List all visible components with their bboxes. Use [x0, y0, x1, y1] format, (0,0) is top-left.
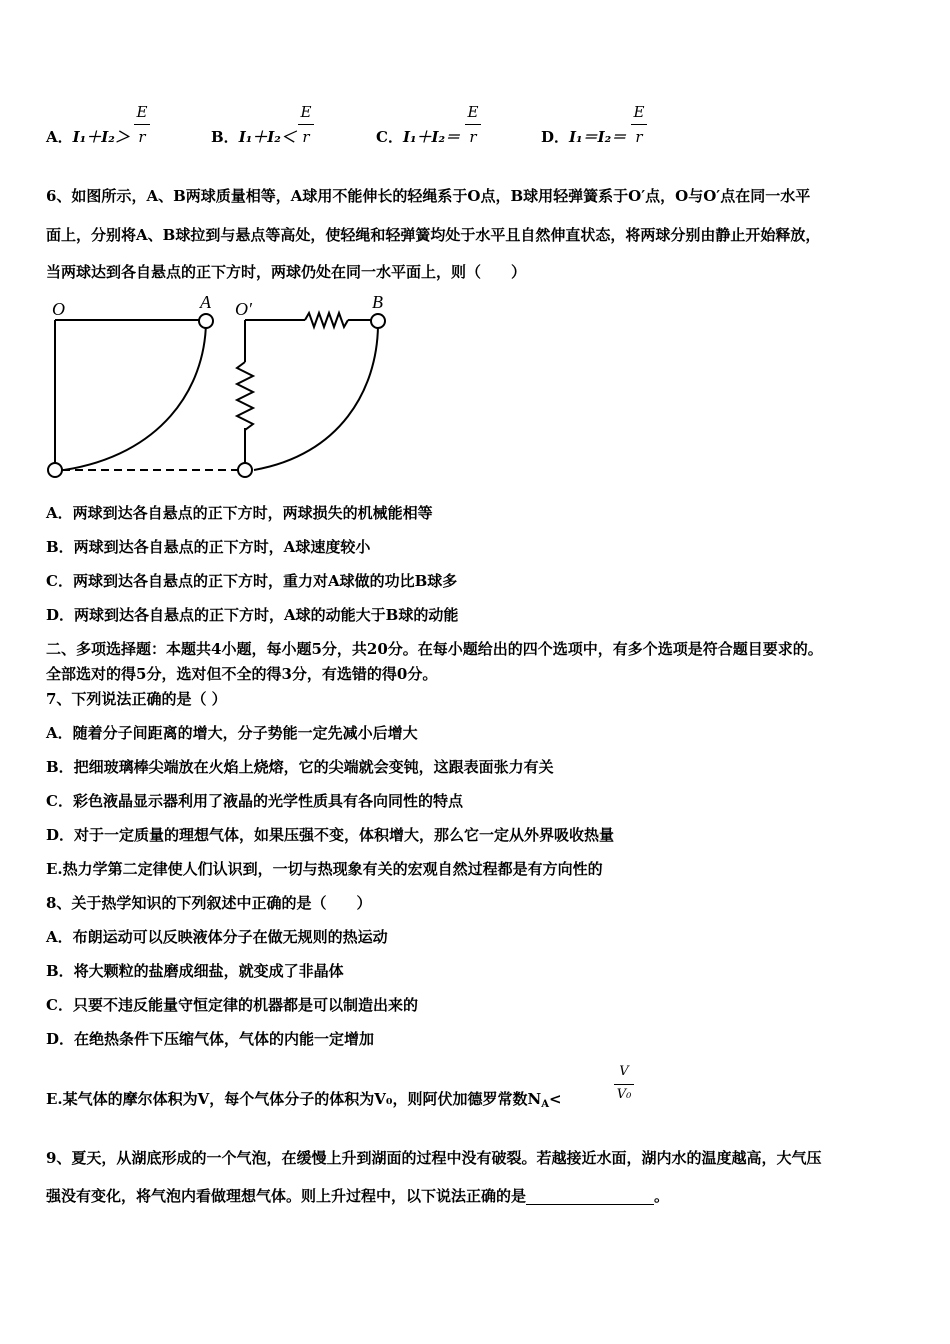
q6-option-b: B．两球到达各自悬点的正下方时，A球速度较小 — [46, 538, 371, 556]
fraction-denominator: r — [469, 128, 477, 146]
q9-stem-line2 — [46, 1186, 669, 1206]
q6-figure — [40, 290, 400, 485]
label-a: A — [200, 292, 211, 312]
q6-stem-line2: 面上，分别将A、B球拉到与悬点等高处，使轻绳和轻弹簧均处于水平且自然伸直状态，将两球分别由静止开始释放， — [46, 226, 821, 244]
section2-line2: 全部选对的得5分，选对但不全的得3分，有选错的得0分。 — [46, 665, 438, 683]
q7-option-d: D．对于一定质量的理想气体，如果压强不变，体积增大，那么它一定从外界吸收热量 — [46, 826, 615, 844]
q6-option-d: D．两球到达各自悬点的正下方时，A球的动能大于B球的动能 — [46, 606, 459, 624]
q5-option-d — [541, 127, 626, 147]
option-expression: I₁＝I₂＝ — [569, 128, 627, 146]
q5-option-a — [46, 127, 130, 147]
q6-stem-line1: 6、如图所示，A、B两球质量相等，A球用不能伸长的轻绳系于O点，B球用轻弹簧系于O′点，O与O′点在同一水平 — [46, 187, 811, 205]
option-expression: I₁＋I₂＞ — [72, 128, 130, 146]
fraction-numerator: E — [136, 103, 148, 121]
q7-option-a: A．随着分子间距离的增大，分子势能一定先减小后增大 — [46, 724, 418, 742]
spring-vertical-coil — [237, 362, 253, 430]
option-label: A． — [46, 128, 73, 146]
ball-b-trajectory — [254, 326, 378, 470]
ball-b-bottom — [238, 463, 252, 477]
label-b: B — [372, 292, 383, 312]
fraction-bar — [134, 124, 150, 125]
q7-stem: 7、下列说法正确的是（ ） — [46, 690, 227, 708]
option-expression: I₁＋I₂＝ — [402, 128, 461, 146]
fraction-bar — [465, 124, 481, 125]
q5-option-c — [376, 127, 460, 147]
q6-stem-line3: 当两球达到各自悬点的正下方时，两球仍处在同一水平面上，则（ ） — [46, 263, 527, 281]
fraction-denominator: r — [302, 128, 310, 146]
q7-option-e: E.热力学第二定律使人们认识到，一切与热现象有关的宏观自然过程都是有方向性的 — [46, 860, 603, 878]
q8-option-c: C．只要不违反能量守恒定律的机器都是可以制造出来的 — [46, 996, 418, 1014]
q5-option-b — [211, 127, 296, 147]
fraction-bar — [298, 124, 314, 125]
label-o: O — [52, 299, 65, 319]
fraction-bar — [614, 1084, 634, 1085]
spring-horizontal-coil — [305, 313, 348, 327]
option-label: B． — [211, 128, 239, 146]
q8-option-a: A．布朗运动可以反映液体分子在做无规则的热运动 — [46, 928, 388, 946]
ball-a-trajectory — [64, 322, 206, 470]
q7-option-c: C．彩色液晶显示器利用了液晶的光学性质具有各向同性的特点 — [46, 792, 463, 810]
q8-option-b: B．将大颗粒的盐磨成细盐，就变成了非晶体 — [46, 962, 344, 980]
q8-option-d: D．在绝热条件下压缩气体，气体的内能一定增加 — [46, 1030, 375, 1048]
ball-a-bottom — [48, 463, 62, 477]
q7-option-b: B．把细玻璃棒尖端放在火焰上烧熔，它的尖端就会变钝，这跟表面张力有关 — [46, 758, 554, 776]
fraction-denominator: r — [635, 128, 643, 146]
q6-option-a: A．两球到达各自悬点的正下方时，两球损失的机械能相等 — [46, 504, 433, 522]
q6-option-c: C．两球到达各自悬点的正下方时，重力对A球做的功比B球多 — [46, 572, 458, 590]
option-e-text: E.某气体的摩尔体积为V，每个气体分子的体积为V₀，则阿伏加德罗常数N — [46, 1090, 542, 1108]
ball-b-start — [371, 314, 385, 328]
less-than: < — [548, 1090, 562, 1108]
option-label: C． — [376, 128, 403, 146]
fraction-numerator: E — [467, 103, 479, 121]
q9-period: 。 — [654, 1187, 670, 1205]
option-expression: I₁＋I₂＜ — [238, 128, 296, 146]
label-o-prime: O′ — [235, 299, 252, 319]
q8-option-e — [46, 1089, 562, 1115]
q8-stem: 8、关于热学知识的下列叙述中正确的是（ ） — [46, 894, 372, 912]
q9-stem-line1: 9、夏天，从湖底形成的一个气泡，在缓慢上升到湖面的过程中没有破裂。若越接近水面，湖内水的温度越高，大气压 — [46, 1149, 822, 1167]
fraction-denominator: V₀ — [616, 1087, 632, 1102]
ball-a-start — [199, 314, 213, 328]
answer-blank[interactable] — [526, 1188, 654, 1205]
fraction-numerator: V — [619, 1064, 629, 1079]
q9-line2-text: 强没有变化，将气泡内看做理想气体。则上升过程中，以下说法正确的是 — [46, 1187, 527, 1205]
fraction-numerator: E — [300, 103, 312, 121]
section2-line1: 二、多项选择题：本题共4小题，每小题5分，共20分。在每小题给出的四个选项中，有多个选项是符合题目要求的。 — [46, 640, 823, 658]
subscript-a: A — [541, 1099, 549, 1110]
fraction-denominator: r — [138, 128, 146, 146]
fraction-numerator: E — [633, 103, 645, 121]
option-label: D． — [541, 128, 570, 146]
fraction-bar — [631, 124, 647, 125]
